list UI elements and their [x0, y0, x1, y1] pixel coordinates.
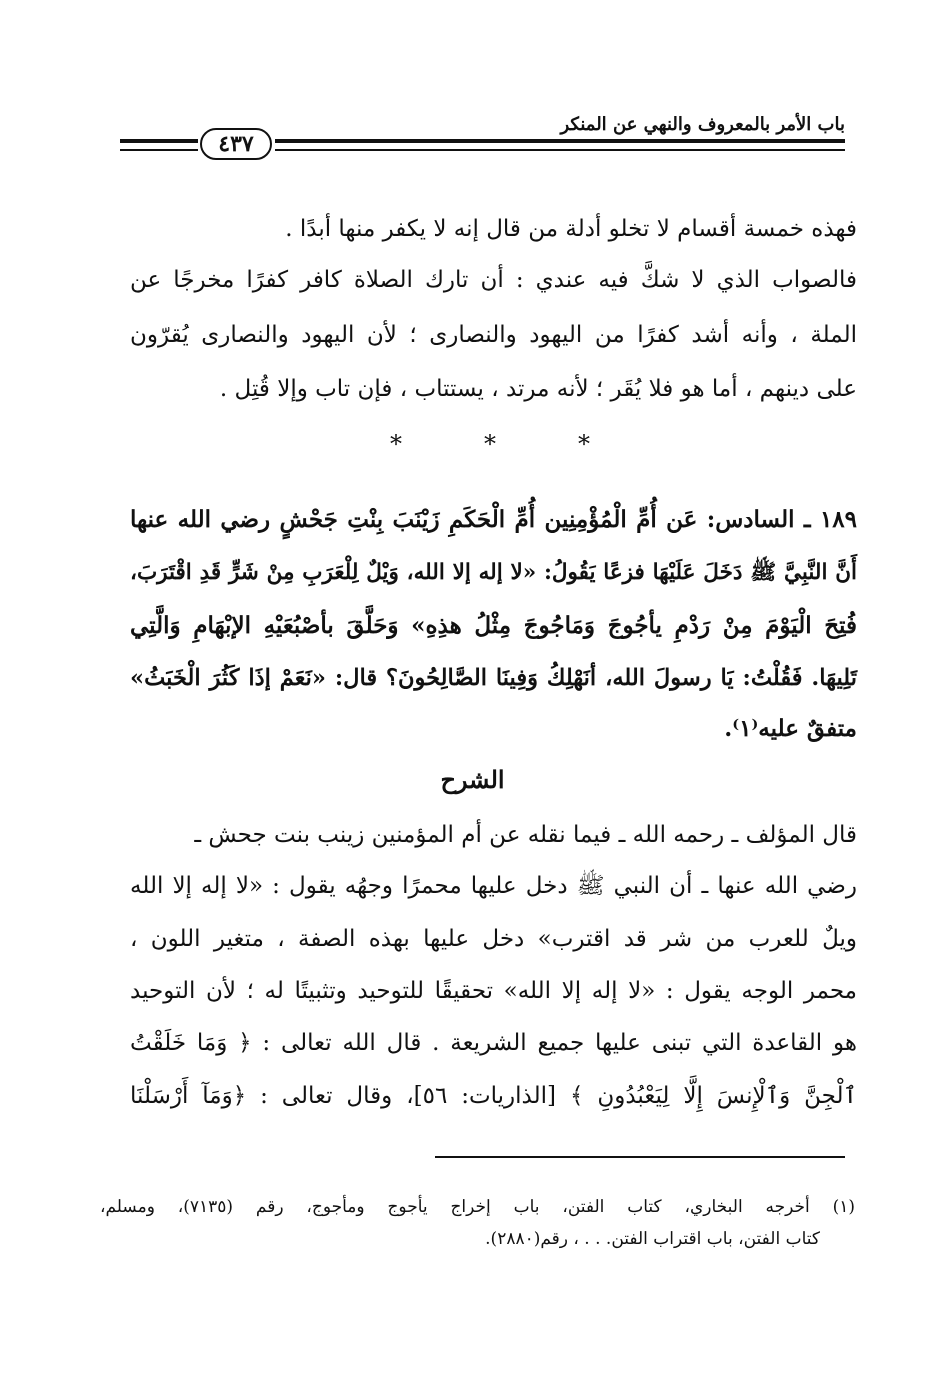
separator-star: *: [484, 430, 496, 458]
paragraph-line: فهذه خمسة أقسام لا تخلو أدلة من قال إنه لا يكفر منها أبدًا .: [285, 216, 857, 242]
header-rule-right: [275, 139, 845, 151]
commentary-line: هو القاعدة التي تبنى عليها جميع الشريعة . قال الله تعالى : ﴿ وَمَا خَلَقْتُ: [130, 1030, 857, 1056]
paragraph-line: على دينهم ، أما هو فلا يُقَر ؛ لأنه مرتد ، يستتاب ، فإن تاب وإلا قُتِل .: [219, 376, 857, 402]
hadith-line: متفقٌ عليه⁽١⁾.: [724, 715, 857, 742]
commentary-line: ويلٌ للعرب من شر قد اقترب» دخل عليها بهذه الصفة ، متغير اللون ،: [130, 926, 857, 952]
section-title: الشرح: [440, 765, 505, 794]
commentary-line: ٱلْجِنَّ وَٱلْإِنسَ إِلَّا لِيَعْبُدُونِ ﴾ [الذاريات: ٥٦]، وقال تعالى : ﴿وَمَآ أَرْسَلْنَا: [130, 1083, 857, 1109]
paragraph-line: فالصواب الذي لا شكَّ فيه عندي : أن تارك الصلاة كافر كفرًا مخرجًا عن: [130, 267, 857, 293]
separator-star: *: [578, 430, 590, 458]
hadith-line: أَنَّ النَّبِيَّ ﷺ دَخَلَ عَلَيْهَا فزعًا يَقُولُ: «لا إله إلا الله، وَيْلٌ لِلْعَرَبِ مِنْ شَرٍّ قَدِ اقْتَرَبَ،: [130, 560, 857, 585]
page-number: ٤٣٧: [200, 128, 272, 160]
footnote-line: (١) أخرجه البخاري، كتاب الفتن، باب إخراج يأجوج ومأجوج، رقم (٧١٣٥)، ومسلم،: [100, 1197, 855, 1217]
commentary-line: قال المؤلف ـ رحمه الله ـ فيما نقله عن أم المؤمنين زينب بنت جحش ـ: [194, 822, 857, 848]
hadith-line: تَلِيهَا. فَقُلْتُ: يَا رسولَ الله، أنَهْلِكُ وَفِينَا الصَّالِحُونَ؟ قال: «نَعَمْ إذَا كَثُرَ الْخَبَثُ»: [130, 665, 857, 691]
separator-star: *: [390, 430, 402, 458]
hadith-line: ١٨٩ ـ السادس: عَن أُمِّ الْمُؤْمِنِين أُمِّ الْحَكَمِ زَيْنَبَ بِنْتِ جَحْشٍ رضي الله عنها: [130, 506, 857, 533]
commentary-line: محمر الوجه يقول : «لا إله إلا الله» تحقيقًا للتوحيد وتثبيتًا له ؛ لأن التوحيد: [130, 978, 857, 1004]
header-rule-left: [120, 139, 198, 151]
section-separator-stars: [390, 430, 590, 458]
hadith-line: فُتِحَ الْيَوْمَ مِنْ رَدْمِ يأجُوجَ وَمَاجُوجَ مِثْلُ هذِهِ» وَحَلَّقَ بأصْبُعَيْهِ الإبْهَامِ وَالَّتِي: [130, 612, 857, 639]
paragraph-line: الملة ، وأنه أشد كفرًا من اليهود والنصارى ؛ لأن اليهود والنصارى يُقرّون: [130, 322, 857, 348]
footnote-line: كتاب الفتن، باب اقتراب الفتن. . . ، رقم(٢٨٨٠).: [485, 1229, 820, 1249]
running-header-title: باب الأمر بالمعروف والنهي عن المنكر: [560, 114, 845, 135]
commentary-line: رضي الله عنها ـ أن النبي ﷺ دخل عليها محمرًا وجهُه يقول : «لا إله إلا الله: [130, 873, 857, 899]
footnote-separator: [435, 1156, 845, 1158]
